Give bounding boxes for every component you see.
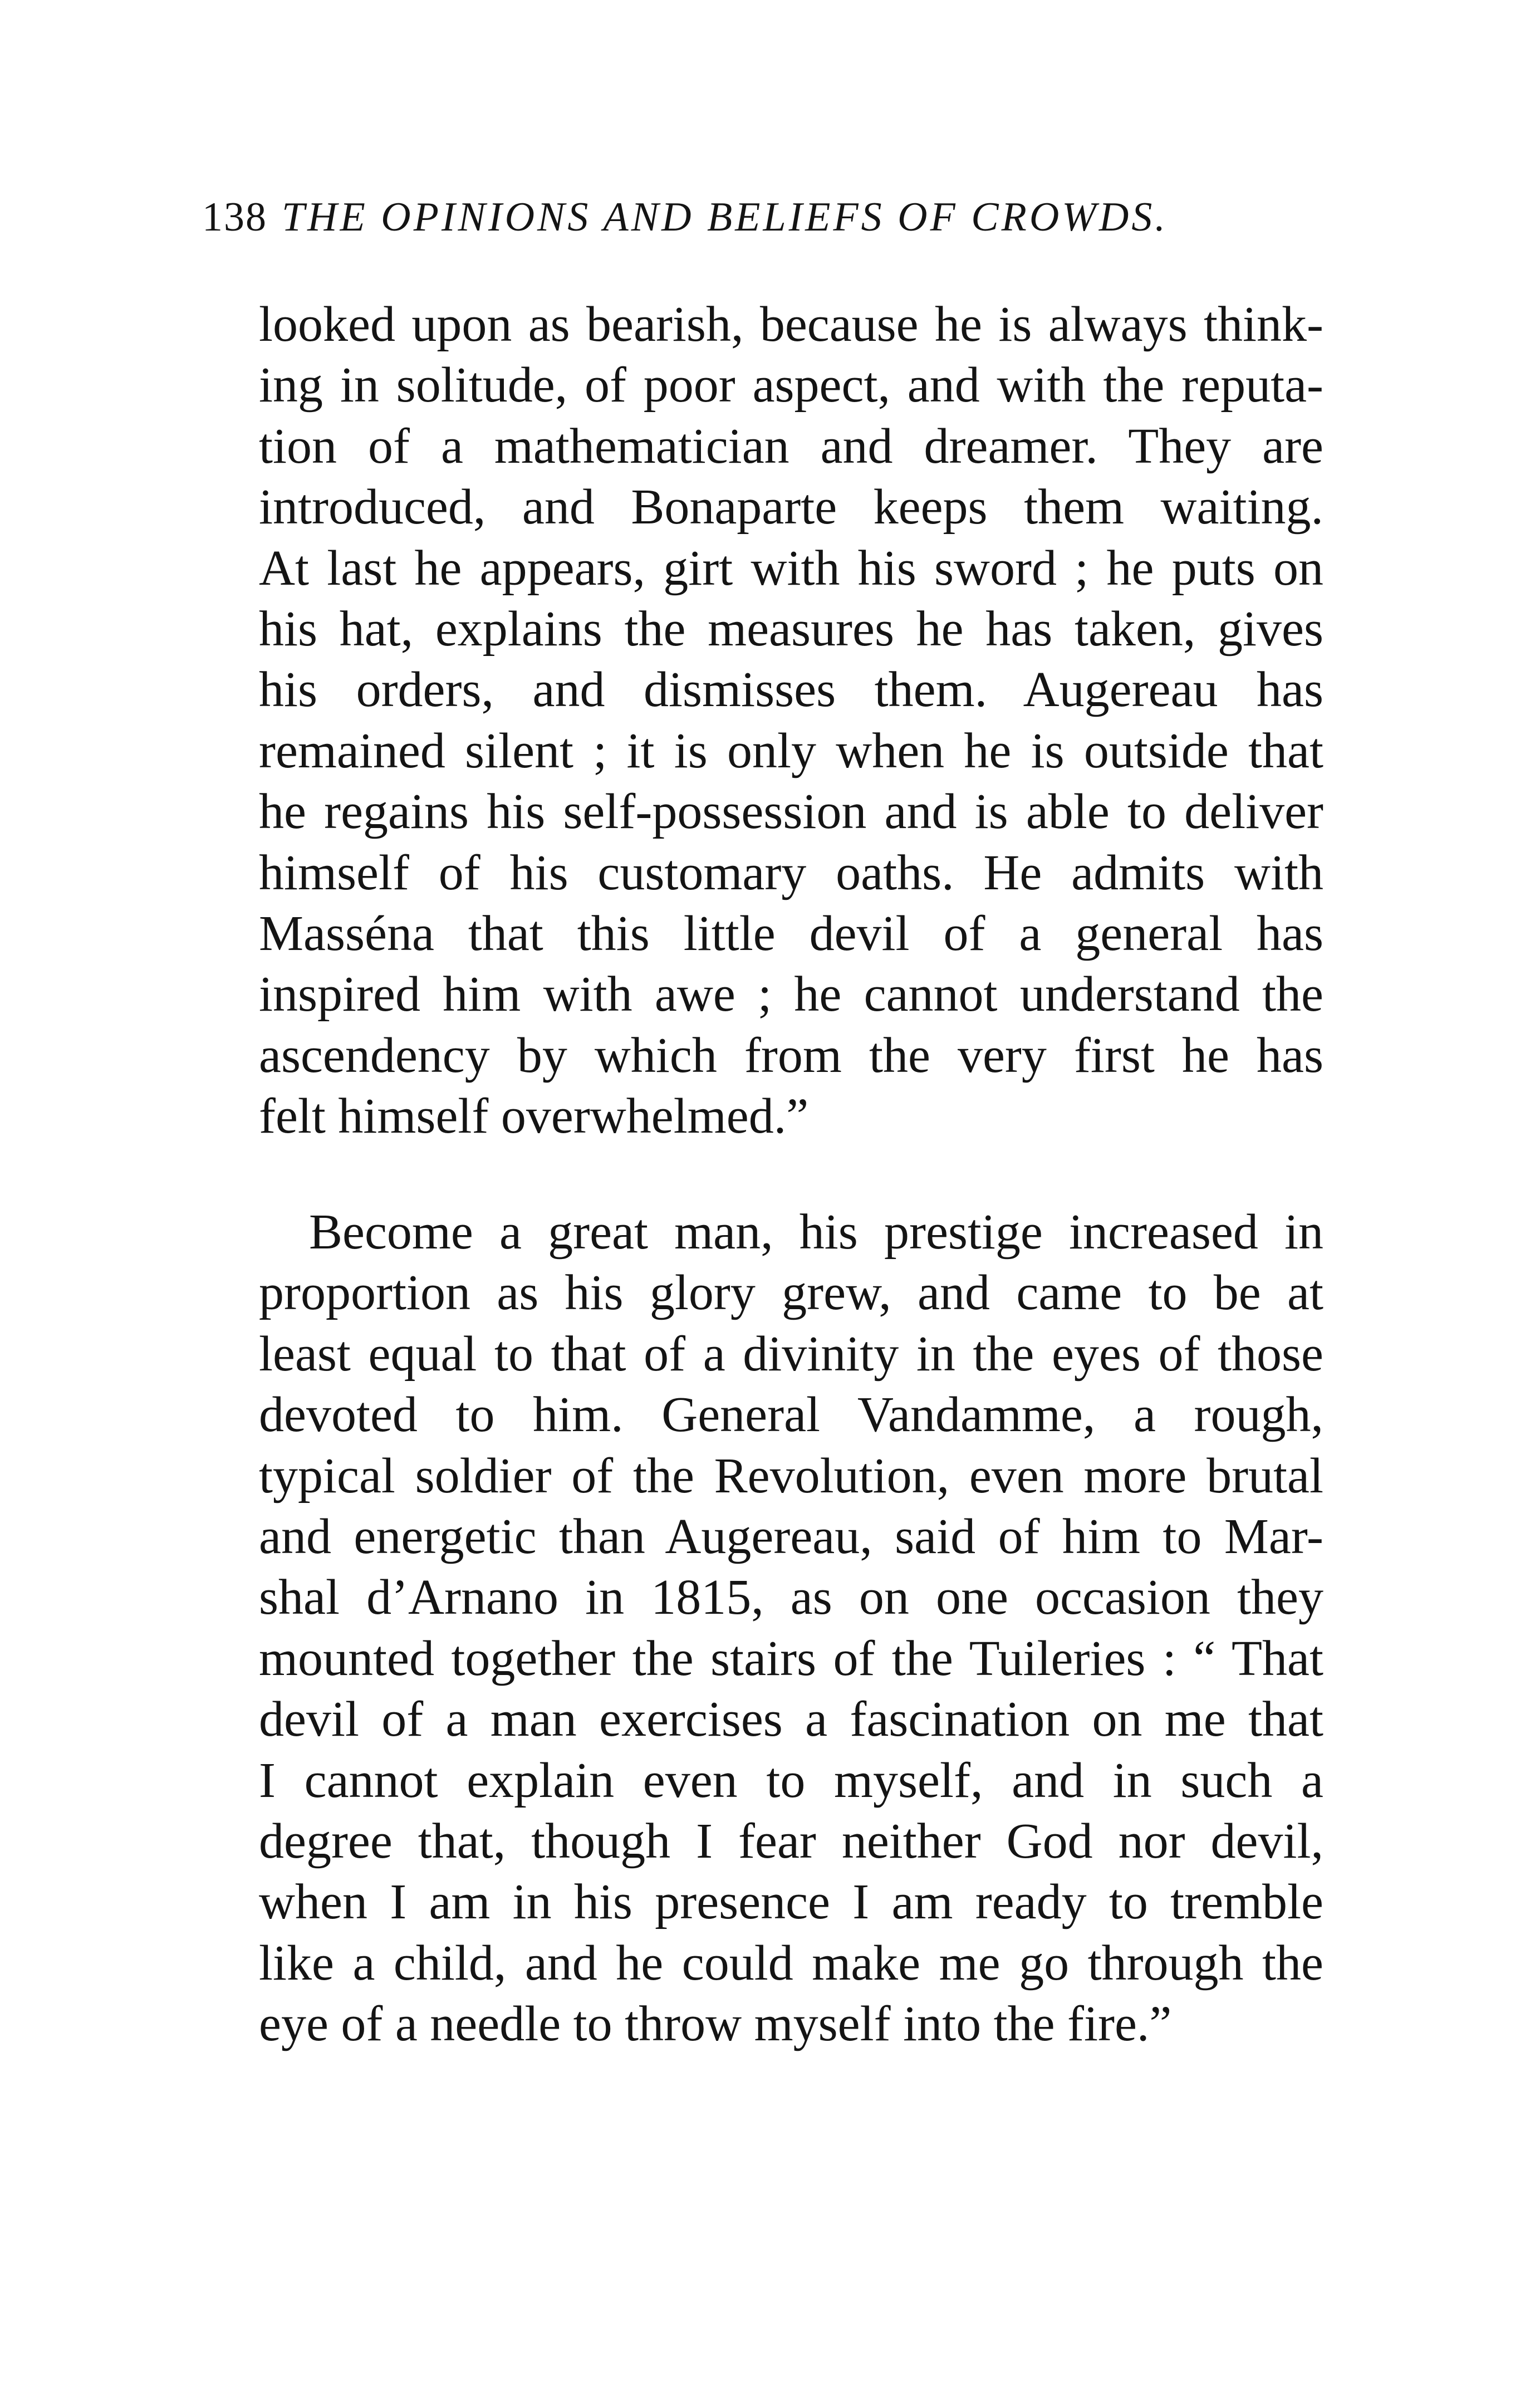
text-line: ing in solitude, of poor aspect, and with the reputa- <box>259 357 1323 413</box>
text-line: devil of a man exercises a fascination on me that <box>259 1692 1323 1747</box>
text-line: mounted together the stairs of the Tuileries : “ That <box>259 1630 1323 1686</box>
text-line: eye of a needle to throw myself into the fire.” <box>259 1996 1172 2052</box>
text-line: Become a great man, his prestige increased in <box>309 1204 1323 1260</box>
running-title: THE OPINIONS AND BELIEFS OF CROWDS. <box>282 194 1168 240</box>
running-header <box>202 184 1338 251</box>
text-line: typical soldier of the Revolution, even more brutal <box>259 1448 1323 1503</box>
text-line: degree that, though I fear neither God nor devil, <box>259 1813 1323 1869</box>
text-line: proportion as his glory grew, and came to be at <box>259 1265 1323 1321</box>
text-line: least equal to that of a divinity in the eyes of those <box>259 1326 1323 1382</box>
text-line: devoted to him. General Vandamme, a rough, <box>259 1387 1323 1443</box>
text-line: tion of a mathematician and dreamer. They are <box>259 418 1323 474</box>
text-line: At last he appears, girt with his sword ; he puts on <box>259 540 1323 596</box>
text-line: his hat, explains the measures he has taken, gives <box>259 601 1323 657</box>
text-line: his orders, and dismisses them. Augereau has <box>259 662 1323 718</box>
text-line: and energetic than Augereau, said of him to Mar- <box>259 1509 1323 1564</box>
text-line: ascendency by which from the very first he has <box>259 1027 1323 1083</box>
text-line: he regains his self-possession and is able to deliver <box>259 784 1323 840</box>
paragraph-quote-continuation <box>259 294 1323 1147</box>
page-number: 138 <box>202 194 267 240</box>
paragraph-vandamme <box>259 1202 1323 2054</box>
text-line: when I am in his presence I am ready to tremble <box>259 1874 1323 1930</box>
text-line: looked upon as bearish, because he is always think- <box>259 297 1323 352</box>
text-line: remained silent ; it is only when he is outside that <box>259 723 1323 778</box>
text-line: Masséna that this little devil of a general has <box>259 905 1323 961</box>
text-line: himself of his customary oaths. He admits with <box>259 845 1323 900</box>
text-line: I cannot explain even to myself, and in such a <box>259 1752 1323 1808</box>
text-line: introduced, and Bonaparte keeps them waiting. <box>259 479 1323 535</box>
text-line: shal d’Arnano in 1815, as on one occasion they <box>259 1570 1323 1625</box>
text-line: felt himself overwhelmed.” <box>259 1089 809 1144</box>
text-line: like a child, and he could make me go through the <box>259 1935 1323 1991</box>
text-line: inspired him with awe ; he cannot understand the <box>259 967 1323 1022</box>
